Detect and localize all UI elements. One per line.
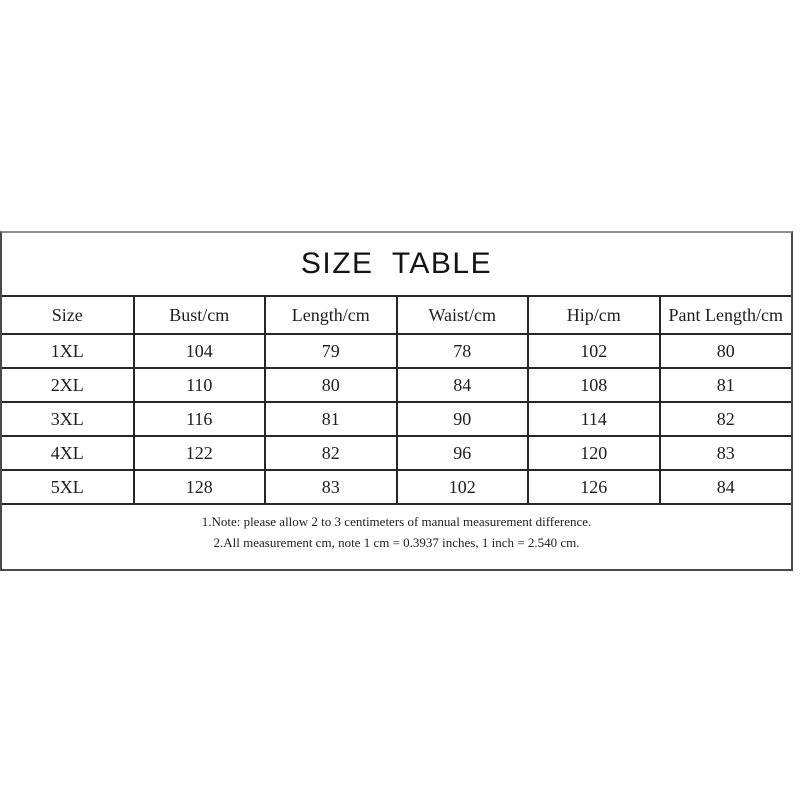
size-label: 5XL <box>2 470 134 504</box>
table-row-5xl <box>2 470 791 504</box>
size-chart-panel <box>0 231 793 571</box>
note-line-1: 1.Note: please allow 2 to 3 centimeters of manual measurement difference. <box>201 514 592 529</box>
notes-row <box>2 504 791 569</box>
table-cell: 108 <box>528 368 660 402</box>
column-header-waist: Waist/cm <box>397 296 529 334</box>
table-cell: 126 <box>528 470 660 504</box>
table-cell: 102 <box>528 334 660 368</box>
table-row-2xl <box>2 368 791 402</box>
table-cell: 116 <box>134 402 266 436</box>
table-cell: 81 <box>265 402 397 436</box>
table-cell: 82 <box>265 436 397 470</box>
size-table <box>2 295 791 569</box>
table-cell: 114 <box>528 402 660 436</box>
table-cell: 84 <box>660 470 792 504</box>
column-header-pant-length: Pant Length/cm <box>660 296 792 334</box>
table-cell: 79 <box>265 334 397 368</box>
header-row <box>2 296 791 334</box>
column-header-hip: Hip/cm <box>528 296 660 334</box>
table-cell: 120 <box>528 436 660 470</box>
table-cell: 82 <box>660 402 792 436</box>
table-row-4xl <box>2 436 791 470</box>
size-label: 1XL <box>2 334 134 368</box>
note-line-2: 2.All measurement cm, note 1 cm = 0.3937 inches, 1 inch = 2.540 cm. <box>213 535 580 550</box>
table-row-3xl <box>2 402 791 436</box>
size-label: 4XL <box>2 436 134 470</box>
table-row-1xl <box>2 334 791 368</box>
table-cell: 80 <box>265 368 397 402</box>
table-cell: 78 <box>397 334 529 368</box>
table-cell: 83 <box>660 436 792 470</box>
table-cell: 81 <box>660 368 792 402</box>
column-header-length: Length/cm <box>265 296 397 334</box>
table-cell: 128 <box>134 470 266 504</box>
size-table-title: SIZE TABLE <box>300 247 493 280</box>
table-cell: 90 <box>397 402 529 436</box>
size-label: 3XL <box>2 402 134 436</box>
size-label: 2XL <box>2 368 134 402</box>
table-cell: 96 <box>397 436 529 470</box>
table-cell: 80 <box>660 334 792 368</box>
measurement-notes <box>2 504 791 569</box>
table-cell: 110 <box>134 368 266 402</box>
column-header-bust: Bust/cm <box>134 296 266 334</box>
table-cell: 84 <box>397 368 529 402</box>
column-header-size: Size <box>2 296 134 334</box>
table-cell: 83 <box>265 470 397 504</box>
table-cell: 122 <box>134 436 266 470</box>
table-cell: 104 <box>134 334 266 368</box>
table-cell: 102 <box>397 470 529 504</box>
